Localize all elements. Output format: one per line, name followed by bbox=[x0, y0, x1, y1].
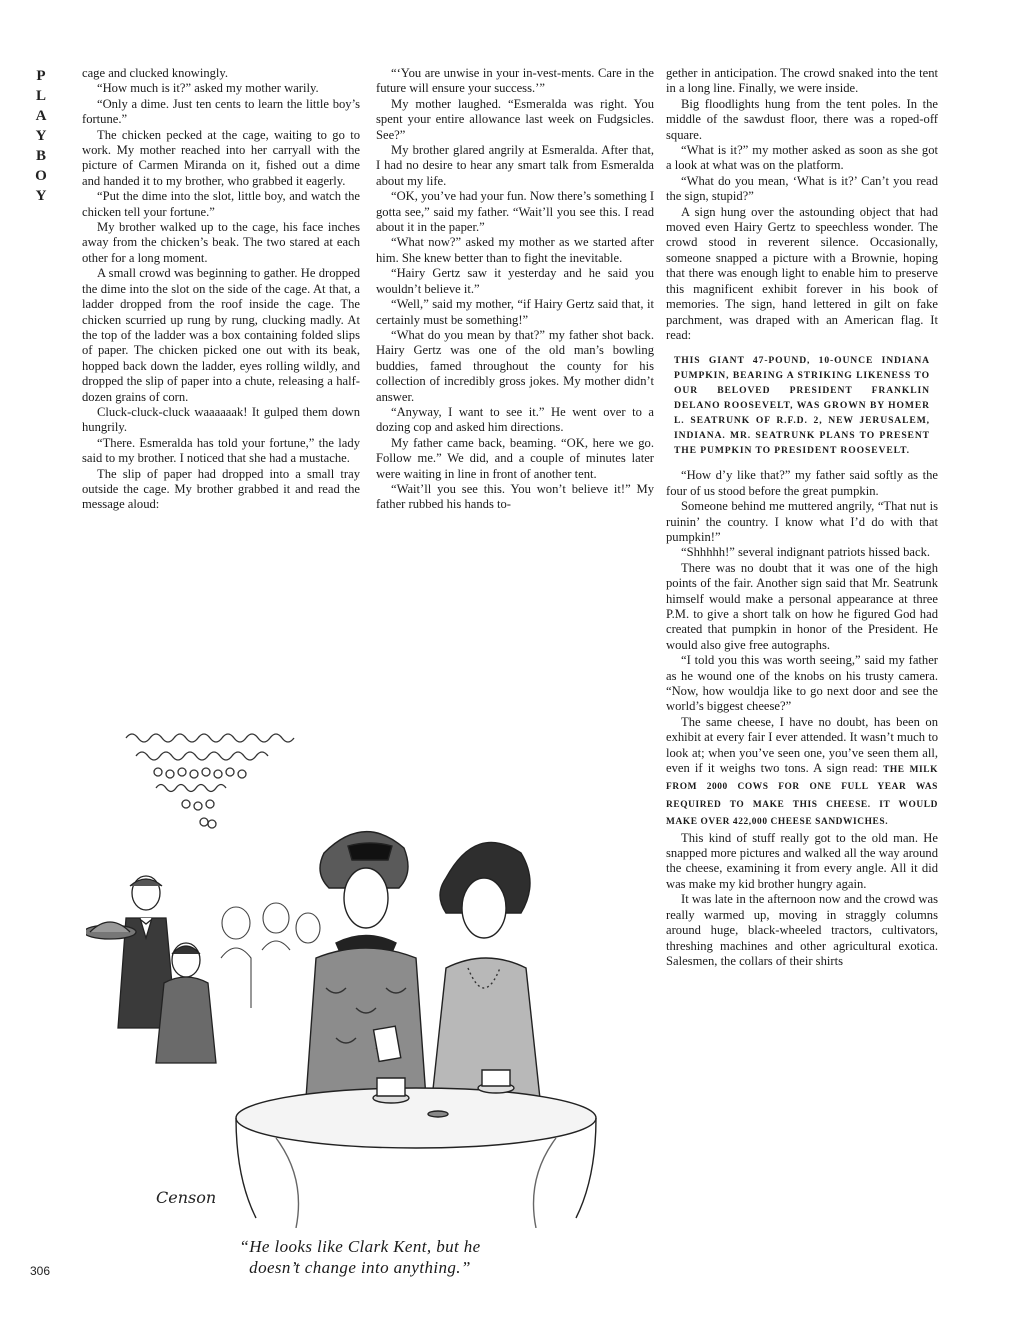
article-paragraph: “How much is it?” asked my mother warily. bbox=[97, 81, 319, 96]
article-paragraph: The chicken pecked at the cage, waiting to go to work. My mother reached into her carryall with the picture of Carmen Miranda on it, fished out a dime and handed it to my brother, who grabbed it eagerly. bbox=[82, 127, 360, 188]
article-paragraph: “What do you mean, ‘What is it?’ Can’t you read the sign, stupid?” bbox=[666, 173, 938, 204]
column3-opening bbox=[666, 66, 938, 343]
article-paragraph: Big floodlights hung from the tent poles. In the middle of the sawdust floor, there was a roped-off square. bbox=[666, 96, 938, 142]
page-number: 306 bbox=[30, 1264, 51, 1278]
cheese-paragraph bbox=[666, 715, 938, 831]
article-paragraph: My father came back, beaming. “OK, here we go. Follow me.” We did, and a couple of minutes later were waiting in line in front of another tent. bbox=[376, 435, 654, 481]
spine-letter: Y bbox=[35, 128, 47, 144]
article-paragraph: “Well,” said my mother, “if Hairy Gertz said that, it certainly must be something!” bbox=[376, 297, 654, 327]
article-paragraph: The slip of paper had dropped into a small tray outside the cage. My brother grabbed it and read the message aloud: bbox=[82, 466, 360, 512]
cartoon-caption-line1: “He looks like Clark Kent, but he bbox=[239, 1237, 481, 1256]
article-paragraph: My brother glared angrily at Esmeralda. After that, I had no desire to hear any smart talk from Esmeralda about my life. bbox=[376, 143, 654, 188]
article-paragraph: My brother walked up to the cage, his face inches away from the chicken’s beak. The two stared at each other for a long moment. bbox=[82, 220, 360, 265]
article-paragraph: “Anyway, I want to see it.” He went over to a dozing cop and asked him directions. bbox=[376, 404, 654, 435]
article-paragraph: Someone behind me muttered angrily, “That nut is ruinin’ the country. I know what I’d do with that pumpkin!” bbox=[666, 499, 938, 544]
spine-letter: B bbox=[35, 148, 46, 164]
cheese-sign-text: THE MILK FROM 2000 COWS FOR ONE FULL YEAR WAS REQUIRED TO MAKE THIS CHEESE. IT WOULD MAKE OVER 422,000 CHEESE SANDWICHES. bbox=[666, 765, 939, 828]
article-paragraph: “There. Esmeralda has told your fortune,” the lady said to my brother. I noticed that she had a mustache. bbox=[82, 435, 360, 466]
spine-letter: L bbox=[35, 88, 46, 104]
article-paragraph: Cluck-cluck-cluck waaaaaak! It gulped them down hungrily. bbox=[82, 404, 360, 435]
article-paragraph: “OK, you’ve had your fun. Now there’s something I gotta see,” said my father. “Wait’ll you see this. I read about it in the paper.” bbox=[376, 189, 655, 235]
cheese-paragraph-lead: The same cheese, I have no doubt, has been on exhibit at every fair I ever attended. It wasn’t much to look at; when you’ve seen one, you’ve seen them all, even if it weighs two tons. A sign read: bbox=[666, 714, 938, 776]
column3-closing bbox=[666, 831, 938, 970]
article-paragraph: “What now?” asked my mother as we started after him. She knew better than to fight the inevitable. bbox=[376, 235, 654, 265]
pumpkin-sign-text: THIS GIANT 47-POUND, 10-OUNCE INDIANA PUMPKIN, BEARING A STRIKING LIKENESS TO OUR BELOVED PRESIDENT FRANKLIN DELANO ROOSEVELT, WAS GROWN BY HOMER L. SEATRUNK OF R.F.D. 2, NEW JERUSALEM, INDIANA. MR. SEATRUNK PLANS TO PRESENT THE PUMPKIN TO PRESIDENT ROOSEVELT. bbox=[674, 355, 930, 457]
article-paragraph: A sign hung over the astounding object that had moved even Hairy Gertz to speechless wonder. The crowd stood in reverent silence. Occasionally, someone snapped a picture with a Brownie, hoping that there was enough light to enable him to preserve this magnificent exhibit forever in his book of memories. The sign, hand lettered in gilt on fake parchment, was draped with an American flag. It read: bbox=[666, 204, 938, 342]
background-diners bbox=[221, 903, 320, 1008]
article-paragraph: “Put the dime into the slot, little boy, and watch the chicken tell your fortune.” bbox=[82, 189, 360, 219]
spine-letter: O bbox=[35, 168, 47, 184]
cartoon-illustration bbox=[86, 728, 626, 1228]
article-column-1 bbox=[82, 66, 360, 706]
column3-middle bbox=[666, 468, 938, 715]
article-paragraph: gether in anticipation. The crowd snaked into the tent in a long line. Finally, we were inside. bbox=[666, 66, 938, 96]
article-paragraph: “Shhhhh!” several indignant patriots hissed back. bbox=[681, 545, 931, 560]
spine-letter: A bbox=[35, 108, 47, 124]
article-paragraph: “What do you mean by that?” my father shot back. Hairy Gertz was one of the old man’s bowling buddies, famed throughout the county for his collection of incredibly gross jokes. My mother didn’t answer. bbox=[376, 327, 654, 404]
chandelier-drawing bbox=[126, 734, 294, 828]
spine-letter: Y bbox=[35, 188, 47, 204]
cartoon-caption bbox=[150, 1236, 570, 1278]
cartoon-caption-line2: doesn’t change into anything.” bbox=[249, 1258, 471, 1277]
article-paragraph: “Hairy Gertz saw it yesterday and he said you wouldn’t believe it.” bbox=[376, 266, 654, 296]
article-paragraph: cage and clucked knowingly. bbox=[82, 66, 229, 80]
article-paragraph: “I told you this was worth seeing,” said my father as he wound one of the knobs on his trusty camera. “Now, how wouldja like to go next door and see the world’s biggest cheese?” bbox=[666, 653, 938, 714]
woman-left-figure bbox=[306, 832, 426, 1098]
article-paragraph: “Wait’ll you see this. You won’t believe it!” My father rubbed his hands to- bbox=[376, 481, 654, 512]
article-paragraph: My mother laughed. “Esmeralda was right. You spent your entire allowance last week on Fudgsicles. See?” bbox=[376, 96, 654, 142]
spine-letter: P bbox=[36, 68, 46, 84]
article-paragraph: “‘You are unwise in your in-vest-ments. Care in the future will ensure your success.’” bbox=[376, 66, 654, 96]
article-column-3 bbox=[666, 66, 938, 1298]
article-paragraph: There was no doubt that it was one of the high points of the fair. Another sign said that Mr. Seatrunk himself would make a personal appearance at three P.M. to give a short talk on how he figured God had created that pumpkin in honor of the President. He would also give free autographs. bbox=[666, 560, 938, 652]
article-paragraph: It was late in the afternoon now and the crowd was really warmed up, moving in straggly columns around huge, black-wheeled tractors, cultivators, threshing machines and other agricultural exotica. Salesmen, the collars of their shirts bbox=[666, 892, 938, 968]
artist-signature: Censon bbox=[156, 1188, 217, 1207]
article-paragraph: “Only a dime. Just ten cents to learn the little boy’s fortune.” bbox=[82, 96, 360, 127]
article-column-2 bbox=[376, 66, 654, 706]
magazine-spine-label bbox=[30, 66, 52, 206]
article-paragraph: A small crowd was beginning to gather. He dropped the dime into the slot on the side of the cage. At that, a ladder dropped from the roof inside the cage. The chicken scurried up rung by rung, clucking madly. At the top of the ladder was a box containing folded slips of paper. The chicken picked one out with its beak, hopped back down the ladder, eyes rolling wildly, and dropped the slip of paper into a chute, releasing a half-dozen grains of corn. bbox=[82, 266, 360, 404]
article-paragraph: This kind of stuff really got to the old man. He snapped more pictures and walked all the way around the cheese, examining it from every angle. All it did was make my kid brother hungry again. bbox=[666, 830, 938, 891]
article-paragraph: “How d’y like that?” my father said softly as the four of us stood before the great pumpkin. bbox=[666, 468, 938, 498]
woman-right-figure bbox=[431, 842, 541, 1108]
article-paragraph: “What is it?” my mother asked as soon as she got a look at what was on the platform. bbox=[666, 143, 938, 173]
